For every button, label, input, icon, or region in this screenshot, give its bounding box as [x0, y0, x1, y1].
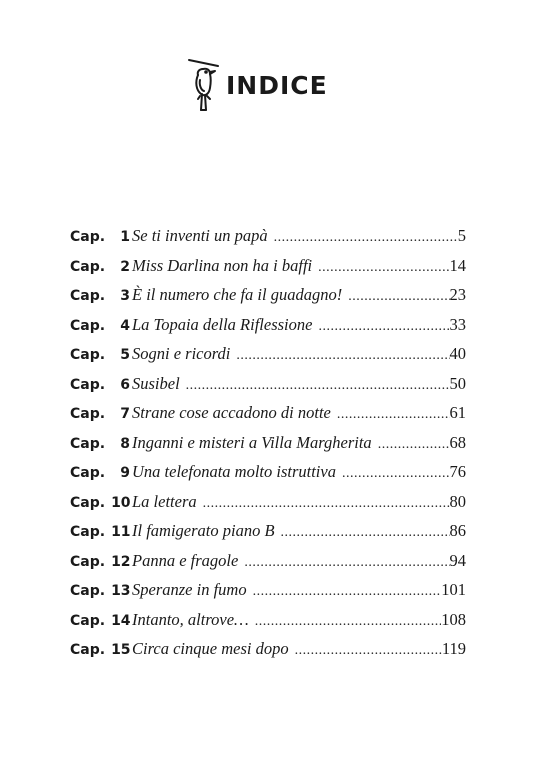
chapter-title: Intanto, altrove…	[132, 609, 249, 629]
page-number: 86	[449, 521, 466, 540]
dot-leader	[378, 437, 450, 453]
page-number: 40	[449, 344, 466, 363]
toc-entry	[70, 521, 466, 551]
chapter-number: 15	[111, 642, 131, 658]
chapter-number: 2	[120, 258, 130, 275]
dot-leader	[203, 496, 450, 512]
chapter-number: 1	[120, 229, 130, 245]
toc-entry	[70, 433, 466, 463]
page-number: 80	[449, 491, 466, 511]
chapter-word: Cap.	[70, 258, 106, 275]
page-number: 14	[449, 255, 466, 275]
toc-entry	[70, 462, 466, 492]
chapter-label	[70, 259, 130, 275]
chapter-label	[70, 347, 130, 363]
dot-leader	[244, 555, 449, 571]
chapter-number: 13	[111, 583, 131, 599]
dot-leader	[342, 466, 450, 482]
chapter-number: 14	[111, 612, 131, 629]
chapter-title: Se ti inventi un papà	[132, 226, 268, 245]
chapter-label	[70, 642, 130, 658]
chapter-number: 5	[120, 347, 130, 363]
dot-leader	[348, 289, 449, 305]
toc-entry	[70, 610, 466, 640]
chapter-number: 4	[120, 317, 130, 334]
bird-icon	[186, 52, 224, 114]
dot-leader	[318, 319, 449, 335]
chapter-title: Sogni e ricordi	[132, 344, 231, 363]
chapter-label	[70, 406, 130, 422]
dot-leader	[274, 230, 458, 246]
page-number: 5	[457, 226, 466, 245]
page-number: 101	[441, 580, 466, 599]
chapter-word: Cap.	[70, 229, 106, 245]
toc-entry	[70, 226, 466, 256]
chapter-number: 12	[111, 553, 131, 570]
chapter-label	[70, 229, 130, 245]
chapter-title: La Topaia della Riflessione	[132, 314, 313, 334]
chapter-word: Cap.	[70, 317, 106, 334]
chapter-title: Circa cinque mesi dopo	[132, 639, 289, 658]
toc-entry	[70, 492, 466, 522]
chapter-word: Cap.	[70, 435, 106, 452]
chapter-number: 10	[111, 494, 131, 511]
page-number: 94	[449, 550, 466, 570]
chapter-word: Cap.	[70, 612, 106, 629]
chapter-title: Speranze in fumo	[132, 580, 247, 599]
chapter-number: 9	[120, 465, 130, 481]
toc-entry	[70, 374, 466, 404]
chapter-title: Il famigerato piano B	[132, 521, 275, 540]
chapter-label	[70, 495, 130, 511]
page-number: 76	[449, 462, 466, 481]
page-number: 119	[441, 639, 466, 658]
page-number: 23	[449, 285, 466, 304]
chapter-title: Una telefonata molto istruttiva	[132, 462, 336, 481]
dot-leader	[186, 378, 450, 394]
page-number: 61	[449, 403, 466, 422]
index-header	[186, 52, 328, 114]
chapter-label	[70, 524, 130, 540]
toc-entry	[70, 580, 466, 610]
chapter-word: Cap.	[70, 376, 106, 393]
chapter-number: 11	[111, 524, 131, 540]
chapter-label	[70, 583, 130, 599]
chapter-number: 7	[120, 406, 130, 422]
chapter-title: Inganni e misteri a Villa Margherita	[132, 432, 372, 452]
chapter-label	[70, 465, 130, 481]
chapter-title: La lettera	[132, 491, 197, 511]
page-number: 33	[449, 314, 466, 334]
toc-entry	[70, 315, 466, 345]
chapter-word: Cap.	[70, 465, 106, 481]
toc-entry	[70, 256, 466, 286]
chapter-title: È il numero che fa il guadagno!	[132, 285, 343, 304]
page-number: 108	[441, 609, 466, 629]
chapter-title: Miss Darlina non ha i baffi	[132, 255, 313, 275]
dot-leader	[236, 348, 449, 364]
dot-leader	[253, 584, 442, 600]
chapter-label	[70, 377, 130, 393]
toc-entry	[70, 551, 466, 581]
dot-leader	[337, 407, 450, 423]
table-of-contents	[70, 226, 466, 669]
dot-leader	[255, 614, 442, 630]
chapter-number: 6	[120, 376, 130, 393]
chapter-word: Cap.	[70, 583, 106, 599]
toc-entry	[70, 639, 466, 669]
chapter-word: Cap.	[70, 524, 106, 540]
chapter-label	[70, 436, 130, 452]
chapter-title: Strane cose accadono di notte	[132, 403, 331, 422]
page-title: INDICE	[226, 70, 328, 100]
dot-leader	[295, 643, 442, 659]
chapter-label	[70, 318, 130, 334]
page-number: 50	[449, 373, 466, 393]
toc-entry	[70, 344, 466, 374]
toc-entry	[70, 285, 466, 315]
chapter-word: Cap.	[70, 347, 106, 363]
chapter-title: Susibel	[132, 373, 180, 393]
dot-leader	[318, 260, 449, 276]
chapter-word: Cap.	[70, 494, 106, 511]
chapter-word: Cap.	[70, 553, 106, 570]
chapter-word: Cap.	[70, 406, 106, 422]
dot-leader	[281, 525, 450, 541]
chapter-word: Cap.	[70, 642, 106, 658]
chapter-label	[70, 554, 130, 570]
chapter-number: 8	[120, 435, 130, 452]
chapter-number: 3	[120, 288, 130, 304]
chapter-title: Panna e fragole	[132, 550, 239, 570]
chapter-label	[70, 613, 130, 629]
page-number: 68	[449, 432, 466, 452]
toc-entry	[70, 403, 466, 433]
chapter-word: Cap.	[70, 288, 106, 304]
chapter-label	[70, 288, 130, 304]
